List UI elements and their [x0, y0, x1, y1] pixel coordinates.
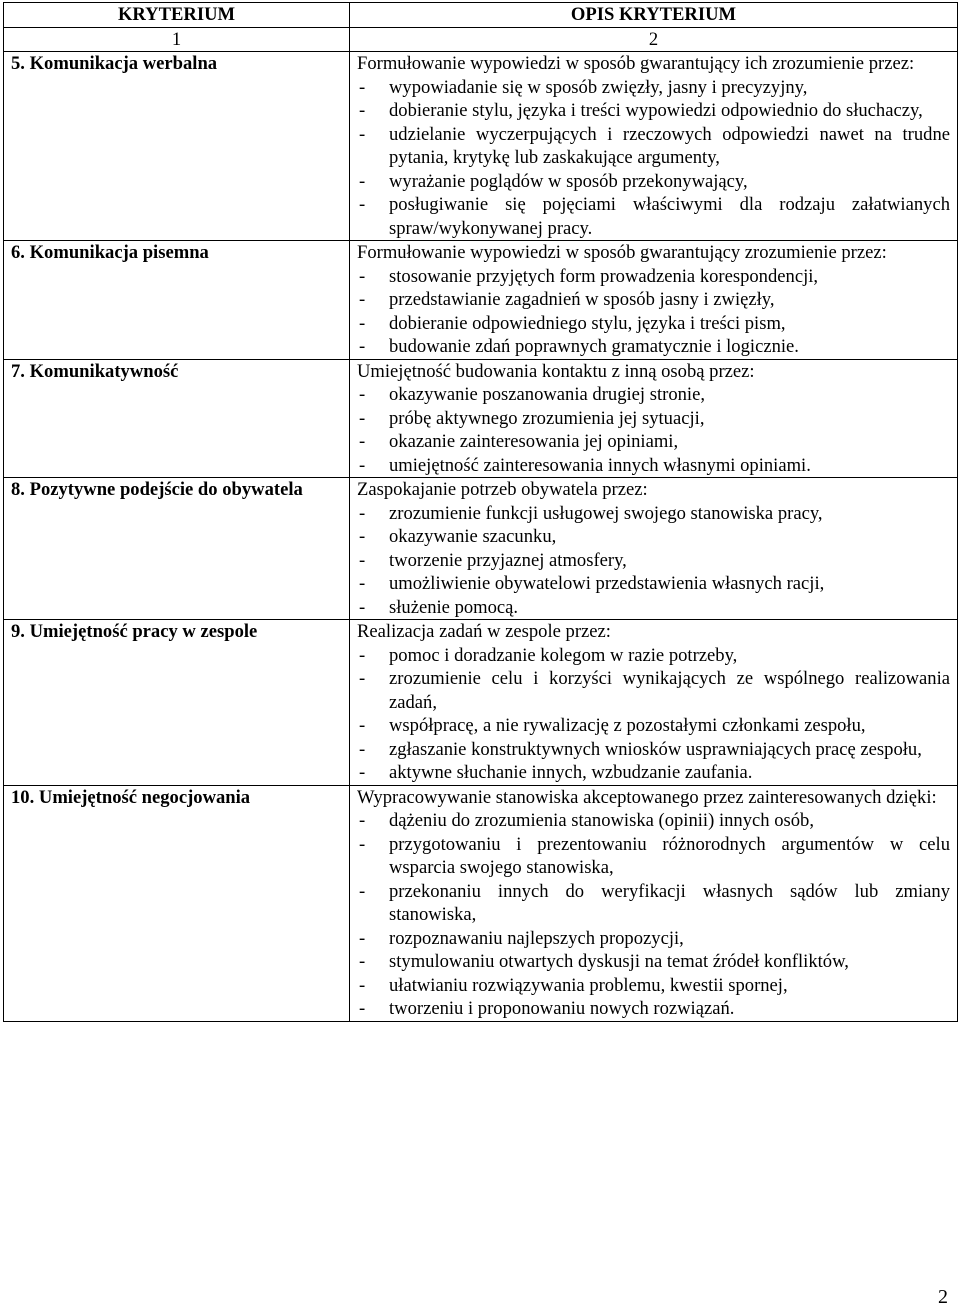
criteria-table — [3, 2, 958, 1022]
table-row — [4, 241, 958, 360]
table-row — [4, 359, 958, 478]
description-lead: Umiejętność budowania kontaktu z inną osobą przez: — [357, 360, 755, 382]
header-description: OPIS KRYTERIUM — [350, 3, 958, 28]
list-item: - pomoc i doradzanie kolegom w razie potrzeby, — [357, 644, 950, 668]
list-item: - tworzeniu i proponowaniu nowych rozwiązań. — [357, 997, 950, 1021]
description-lead: Wypracowywanie stanowiska akceptowanego przez zainteresowanych dzięki: — [357, 786, 937, 808]
list-item: - umiejętność zainteresowania innych własnymi opiniami. — [357, 454, 950, 478]
list-item: - posługiwanie się pojęciami właściwymi dla rodzaju załatwianych spraw/wykonywanej pracy. — [357, 193, 950, 240]
page-number: 2 — [938, 1286, 948, 1308]
list-item: - służenie pomocą. — [357, 596, 950, 620]
description-lead: Formułowanie wypowiedzi w sposób gwarantujący ich zrozumienie przez: — [357, 53, 915, 74]
criterion-name: 8. Pozytywne podejście do obywatela — [4, 478, 350, 620]
table-row — [4, 52, 958, 241]
criterion-name: 5. Komunikacja werbalna — [4, 52, 350, 241]
list-item: - stosowanie przyjętych form prowadzenia korespondencji, — [357, 265, 950, 289]
table-row — [4, 478, 958, 620]
list-item: - wyrażanie poglądów w sposób przekonywający, — [357, 170, 950, 194]
list-item: - próbę aktywnego zrozumienia jej sytuacji, — [357, 407, 950, 431]
list-item: - współpracę, a nie rywalizację z pozostałymi członkami zespołu, — [357, 714, 950, 738]
list-item: - okazywanie poszanowania drugiej stronie, — [357, 383, 950, 407]
list-item: - przekonaniu innych do weryfikacji własnych sądów lub zmiany stanowiska, — [357, 880, 950, 927]
list-item: - okazywanie szacunku, — [357, 525, 950, 549]
list-item: - zgłaszanie konstruktywnych wniosków usprawniających pracę zespołu, — [357, 738, 950, 762]
table-row — [4, 785, 958, 1021]
column-number-1: 1 — [4, 27, 350, 52]
header-criterion: KRYTERIUM — [4, 3, 350, 28]
list-item: - zrozumienie celu i korzyści wynikających ze wspólnego realizowania zadań, — [357, 667, 950, 714]
list-item: - dążeniu do zrozumienia stanowiska (opinii) innych osób, — [357, 809, 950, 833]
list-item: - umożliwienie obywatelowi przedstawienia własnych racji, — [357, 572, 950, 596]
criterion-name: 6. Komunikacja pisemna — [4, 241, 350, 360]
list-item: - ułatwianiu rozwiązywania problemu, kwestii spornej, — [357, 974, 950, 998]
description-list — [357, 502, 950, 620]
criterion-name: 9. Umiejętność pracy w zespole — [4, 620, 350, 786]
criterion-description — [350, 620, 958, 786]
list-item: - zrozumienie funkcji usługowej swojego stanowiska pracy, — [357, 502, 950, 526]
description-list — [357, 644, 950, 785]
description-lead: Realizacja zadań w zespole przez: — [357, 621, 611, 642]
list-item: - aktywne słuchanie innych, wzbudzanie zaufania. — [357, 761, 950, 785]
list-item: - przedstawianie zagadnień w sposób jasny i zwięzły, — [357, 288, 950, 312]
header-row — [4, 3, 958, 28]
description-lead: Zaspokajanie potrzeb obywatela przez: — [357, 479, 648, 500]
column-number-2: 2 — [350, 27, 958, 52]
list-item: - udzielanie wyczerpujących i rzeczowych odpowiedzi nawet na trudne pytania, krytykę lub zaskakujące argumenty, — [357, 123, 950, 170]
list-item: - tworzenie przyjaznej atmosfery, — [357, 549, 950, 573]
list-item: - dobieranie odpowiedniego stylu, języka i treści pism, — [357, 312, 950, 336]
criterion-description — [350, 52, 958, 241]
criterion-description — [350, 359, 958, 478]
criterion-name: 7. Komunikatywność — [4, 359, 350, 478]
list-item: - dobieranie stylu, języka i treści wypowiedzi odpowiednio do słuchaczy, — [357, 99, 950, 123]
criterion-description — [350, 785, 958, 1021]
description-list — [357, 76, 950, 241]
list-item: - przygotowaniu i prezentowaniu różnorodnych argumentów w celu wsparcia swojego stanowiska, — [357, 833, 950, 880]
description-lead: Formułowanie wypowiedzi w sposób gwarantujący zrozumienie przez: — [357, 242, 887, 263]
description-list — [357, 383, 950, 477]
description-list — [357, 809, 950, 1021]
list-item: - budowanie zdań poprawnych gramatycznie i logicznie. — [357, 335, 950, 359]
numbering-row — [4, 27, 958, 52]
list-item: - okazanie zainteresowania jej opiniami, — [357, 430, 950, 454]
list-item: - rozpoznawaniu najlepszych propozycji, — [357, 927, 950, 951]
criterion-description — [350, 478, 958, 620]
table-row — [4, 620, 958, 786]
list-item: - wypowiadanie się w sposób zwięzły, jasny i precyzyjny, — [357, 76, 950, 100]
description-list — [357, 265, 950, 359]
criterion-name: 10. Umiejętność negocjowania — [4, 785, 350, 1021]
criterion-description — [350, 241, 958, 360]
list-item: - stymulowaniu otwartych dyskusji na temat źródeł konfliktów, — [357, 950, 950, 974]
